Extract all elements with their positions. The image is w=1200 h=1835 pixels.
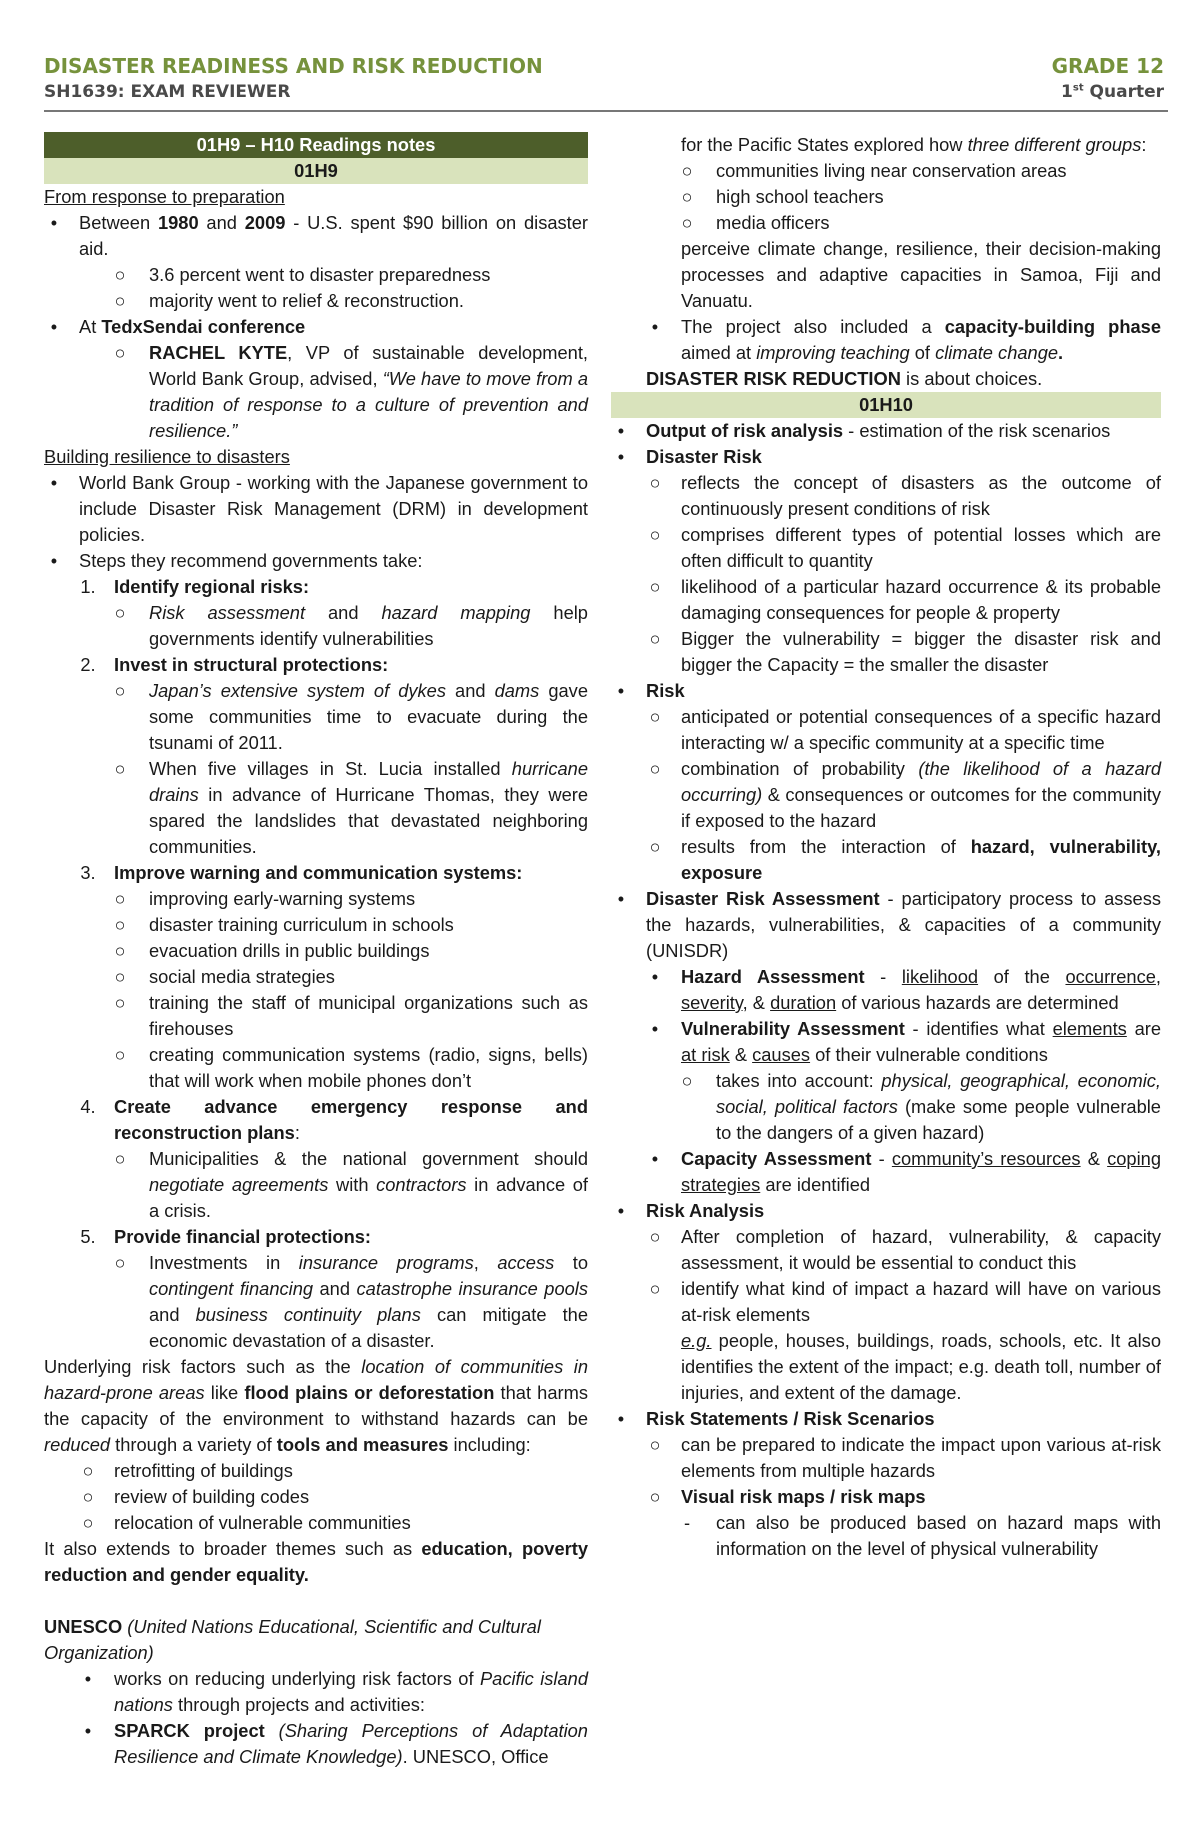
paragraph: perceive climate change, resilience, their decision-making processes and adaptive capacities in Samoa, Fiji and Vanuatu. bbox=[681, 238, 1161, 311]
page-header bbox=[44, 52, 1168, 112]
list-item: ○ results from the interaction of hazard, vulnerability, exposure bbox=[649, 836, 1161, 883]
list-item: ○ disaster training curriculum in schools bbox=[114, 914, 454, 935]
list-item: ○ Bigger the vulnerability = bigger the disaster risk and bigger the Capacity = the smaller the disaster bbox=[649, 628, 1161, 675]
left-column bbox=[44, 132, 588, 1770]
list-item: ○ Investments in insurance programs, access to contingent financing and catastrophe insurance pools and business continuity plans can mitigate the economic devastation of a disaster. bbox=[114, 1252, 589, 1351]
paragraph: for the Pacific States explored how three different groups: bbox=[681, 134, 1147, 155]
numbered-item: 4. Create advance emergency response and reconstruction plans: bbox=[80, 1096, 588, 1143]
list-item: ○ improving early-warning systems bbox=[114, 888, 416, 909]
paragraph: Underlying risk factors such as the location of communities in hazard-prone areas like flood plains or deforestation that harms the capacity of the environment to withstand hazards can be reduced through a variety of tools and measures including: bbox=[44, 1356, 588, 1455]
list-item: • Risk Analysis bbox=[617, 1200, 765, 1221]
list-item: • works on reducing underlying risk factors of Pacific island nations through projects and activities: bbox=[84, 1668, 588, 1715]
list-item: ○ evacuation drills in public buildings bbox=[114, 940, 430, 961]
subsection-heading: From response to preparation bbox=[44, 186, 285, 207]
grade-label: GRADE 12 bbox=[1051, 54, 1164, 78]
list-item: ○ Japan’s extensive system of dykes and dams gave some communities time to evacuate during the tsunami of 2011. bbox=[114, 680, 588, 753]
numbered-item: 3. Improve warning and communication systems: bbox=[80, 862, 523, 883]
list-item: • Steps they recommend governments take: bbox=[50, 550, 423, 571]
list-item: • Output of risk analysis - estimation of the risk scenarios bbox=[617, 420, 1111, 441]
list-item: ○ Risk assessment and hazard mapping help governments identify vulnerabilities bbox=[114, 602, 588, 649]
list-item: ○ Visual risk maps / risk maps bbox=[649, 1486, 926, 1507]
list-item: • Disaster Risk bbox=[617, 446, 762, 467]
list-item: ○ retrofitting of buildings bbox=[82, 1460, 293, 1481]
list-item: ○ relocation of vulnerable communities bbox=[82, 1512, 411, 1533]
paragraph: UNESCO (United Nations Educational, Scientific and Cultural Organization) bbox=[44, 1616, 541, 1663]
list-item: • SPARCK project (Sharing Perceptions of Adaptation Resilience and Climate Knowledge). UNESCO, Office bbox=[84, 1720, 588, 1767]
list-item: - can also be produced based on hazard maps with information on the level of physical vulnerability bbox=[683, 1512, 1161, 1559]
list-item: ○ training the staff of municipal organizations such as firehouses bbox=[114, 992, 588, 1039]
numbered-item: 5. Provide financial protections: bbox=[80, 1226, 371, 1247]
list-item: ○ creating communication systems (radio, signs, bells) that will work when mobile phones don’t bbox=[114, 1044, 588, 1091]
list-item: • Disaster Risk Assessment - participatory process to assess the hazards, vulnerabilities, & capacities of a community (UNISDR) bbox=[617, 888, 1161, 961]
list-item: ○ After completion of hazard, vulnerability, & capacity assessment, it would be essential to conduct this bbox=[649, 1226, 1161, 1273]
list-item: ○ anticipated or potential consequences of a specific hazard interacting w/ a specific community at a specific time bbox=[649, 706, 1161, 753]
list-item: • Risk Statements / Risk Scenarios bbox=[617, 1408, 935, 1429]
list-item: ○ can be prepared to indicate the impact upon various at-risk elements from multiple hazards bbox=[649, 1434, 1161, 1481]
list-item: ○ social media strategies bbox=[114, 966, 335, 987]
list-item: ○ combination of probability (the likelihood of a hazard occurring) & consequences or outcomes for the community if exposed to the hazard bbox=[649, 758, 1161, 831]
list-item: ○ reflects the concept of disasters as the outcome of continuously present conditions of risk bbox=[649, 472, 1161, 519]
list-item: ○ likelihood of a particular hazard occurrence & its probable damaging consequences for people & property bbox=[649, 576, 1161, 623]
list-item: ○ media officers bbox=[681, 212, 830, 233]
paragraph: DISASTER RISK REDUCTION is about choices. bbox=[646, 368, 1043, 389]
paragraph: It also extends to broader themes such as education, poverty reduction and gender equality. bbox=[44, 1538, 588, 1585]
list-item: • Risk bbox=[617, 680, 685, 701]
list-item: • World Bank Group - working with the Japanese government to include Disaster Risk Management (DRM) in development policies. bbox=[50, 472, 588, 545]
list-item: • The project also included a capacity-building phase aimed at improving teaching of climate change. bbox=[651, 316, 1161, 363]
list-item: ○ communities living near conservation areas bbox=[681, 160, 1067, 181]
list-item: ○ RACHEL KYTE, VP of sustainable development, World Bank Group, advised, “We have to move from a tradition of response to a culture of prevention and resilience.” bbox=[114, 342, 588, 441]
list-item: • Hazard Assessment - likelihood of the occurrence, severity, & duration of various hazards are determined bbox=[651, 966, 1161, 1013]
numbered-item: 1. Identify regional risks: bbox=[80, 576, 310, 597]
list-item: ○ majority went to relief & reconstruction. bbox=[114, 290, 464, 311]
document-subtitle: SH1639: EXAM REVIEWER bbox=[44, 82, 291, 102]
numbered-item: 2. Invest in structural protections: bbox=[80, 654, 389, 675]
subsection-heading: Building resilience to disasters bbox=[44, 446, 290, 467]
section-subheader-01h10: 01H10 bbox=[611, 392, 1161, 418]
list-item: ○ review of building codes bbox=[82, 1486, 310, 1507]
list-item: • Capacity Assessment - community’s resources & coping strategies are identified bbox=[651, 1148, 1161, 1195]
list-item: ○ Municipalities & the national government should negotiate agreements with contractors in advance of a crisis. bbox=[114, 1148, 588, 1221]
list-item: ○ takes into account: physical, geographical, economic, social, political factors (make some people vulnerable to the dangers of a given hazard) bbox=[681, 1070, 1162, 1143]
list-item: • At TedxSendai conference bbox=[50, 316, 306, 337]
section-banner: 01H9 – H10 Readings notes bbox=[44, 132, 588, 158]
list-item: • Vulnerability Assessment - identifies what elements are at risk & causes of their vulnerable conditions bbox=[651, 1018, 1161, 1065]
list-item: ○ comprises different types of potential losses which are often difficult to quantity bbox=[649, 524, 1161, 571]
quarter-label: 1st Quarter bbox=[1061, 82, 1164, 102]
list-item: ○ identify what kind of impact a hazard will have on various at-risk elements e.g. people, houses, buildings, roads, schools, etc. It also identifies the extent of the impact; e.g. death toll, number of injuries, and extent of the damage. bbox=[649, 1278, 1161, 1403]
list-item: • Between 1980 and 2009 - U.S. spent $90 billion on disaster aid. bbox=[50, 212, 588, 259]
list-item: ○ high school teachers bbox=[681, 186, 884, 207]
right-column bbox=[611, 132, 1161, 1562]
list-item: ○ When five villages in St. Lucia installed hurricane drains in advance of Hurricane Thomas, they were spared the landslides that devastated neighboring communities. bbox=[114, 758, 588, 857]
list-item: ○ 3.6 percent went to disaster preparedness bbox=[114, 264, 491, 285]
document-title: DISASTER READINESS AND RISK REDUCTION bbox=[44, 54, 543, 78]
section-subheader-01h9: 01H9 bbox=[44, 158, 588, 184]
